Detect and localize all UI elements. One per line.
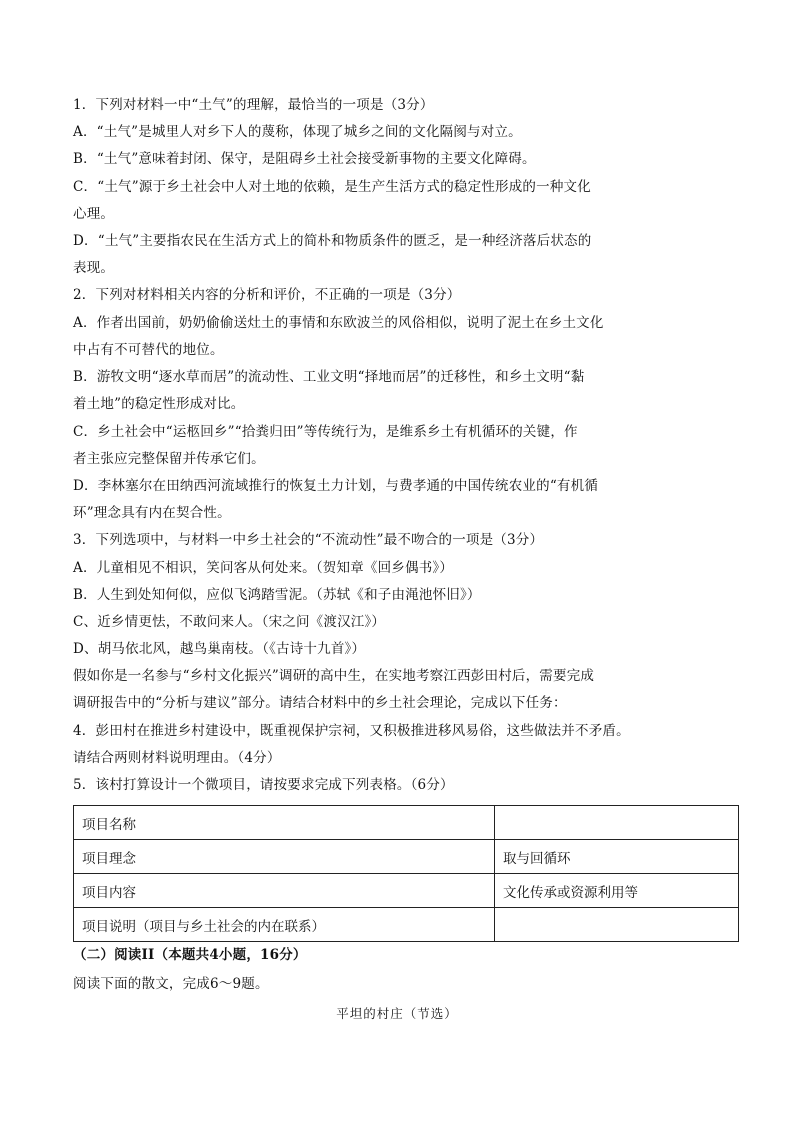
table-row xyxy=(74,908,739,942)
table-cell-answer[interactable] xyxy=(495,806,739,840)
section-heading: （二）阅读II（本题共4小题，16分） xyxy=(73,947,307,963)
q2-option-c: C．乡土社会中“运柩回乡”“拾粪归田”等传统行为，是维系乡土有机循环的关键，作 xyxy=(73,424,578,440)
reading-instruction: 阅读下面的散文，完成6～9题。 xyxy=(73,976,269,992)
q1-option-a: A．“土气”是城里人对乡下人的蔑称，体现了城乡之间的文化隔阂与对立。 xyxy=(73,124,522,140)
q1-option-d: D．“土气”主要指农民在生活方式上的简朴和物质条件的匮乏，是一种经济落后状态的 xyxy=(73,233,592,249)
q5-stem: 5．该村打算设计一个微项目，请按要求完成下列表格。（6分） xyxy=(73,777,454,793)
table-row xyxy=(74,840,739,874)
table-cell-answer[interactable]: 取与回循环 xyxy=(495,840,739,874)
q3-option-b: B．人生到处知何似，应似飞鸿踏雪泥。（苏轼《和子由渑池怀旧》） xyxy=(73,587,481,603)
q2-option-a: A．作者出国前，奶奶偷偷送灶土的事情和东欧波兰的风俗相似，说明了泥土在乡土文化 xyxy=(73,315,604,331)
essay-title: 平坦的村庄（节选） xyxy=(336,1006,458,1021)
q3-option-d: D、胡马依北风，越鸟巢南枝。（《古诗十九首》） xyxy=(73,641,366,657)
table-row xyxy=(74,806,739,840)
table-cell-label: 项目名称 xyxy=(74,806,495,840)
table-cell-label: 项目内容 xyxy=(74,874,495,908)
q2-option-d-cont: 环”理念具有内在契合性。 xyxy=(73,505,231,521)
table-row xyxy=(74,874,739,908)
table-cell-label: 项目理念 xyxy=(74,840,495,874)
project-table xyxy=(73,805,739,942)
q4-stem: 4．彭田村在推进乡村建设中，既重视保护宗祠，又积极推进移风易俗，这些做法并不矛盾。 xyxy=(73,723,630,739)
q2-option-a-cont: 中占有不可替代的地位。 xyxy=(73,342,224,358)
q1-option-c-cont: 心理。 xyxy=(73,206,115,222)
q2-option-b-cont: 着土地”的稳定性形成对比。 xyxy=(73,396,245,412)
q3-stem: 3．下列选项中，与材料一中乡土社会的“不流动性”最不吻合的一项是（3分） xyxy=(73,532,544,548)
q1-stem: 1．下列对材料一中“土气”的理解，最恰当的一项是（3分） xyxy=(73,97,434,113)
q4-stem-cont: 请结合两则材料说明理由。（4分） xyxy=(73,750,281,766)
q1-option-b: B．“土气”意味着封闭、保守，是阻碍乡土社会接受新事物的主要文化障碍。 xyxy=(73,151,536,167)
q3-option-a: A．儿童相见不相识，笑问客从何处来。（贺知章《回乡偶书》） xyxy=(73,560,454,576)
table-cell-label: 项目说明（项目与乡土社会的内在联系） xyxy=(74,908,495,942)
q2-stem: 2．下列对材料相关内容的分析和评价，不正确的一项是（3分） xyxy=(73,287,461,303)
q2-option-d: D．李林塞尔在田纳西河流域推行的恢复土力计划，与费孝通的中国传统农业的“有机循 xyxy=(73,478,599,494)
table-cell-answer[interactable]: 文化传承或资源利用等 xyxy=(495,874,739,908)
scenario-intro-cont: 调研报告中的“分析与建议”部分。请结合材料中的乡土社会理论，完成以下任务： xyxy=(73,695,567,711)
table-cell-answer[interactable] xyxy=(495,908,739,942)
q1-option-d-cont: 表现。 xyxy=(73,260,115,276)
q2-option-c-cont: 者主张应完整保留并传承它们。 xyxy=(73,451,265,467)
scenario-intro: 假如你是一名参与“乡村文化振兴”调研的高中生，在实地考察江西彭田村后，需要完成 xyxy=(73,668,595,684)
q1-option-c: C．“土气”源于乡土社会中人对土地的依赖，是生产生活方式的稳定性形成的一种文化 xyxy=(73,179,591,195)
q3-option-c: C、近乡情更怯，不敢问来人。（宋之问《渡汉江》） xyxy=(73,614,386,630)
q2-option-b: B．游牧文明“逐水草而居”的流动性、工业文明“择地而居”的迁移性，和乡土文明“黏 xyxy=(73,369,585,385)
